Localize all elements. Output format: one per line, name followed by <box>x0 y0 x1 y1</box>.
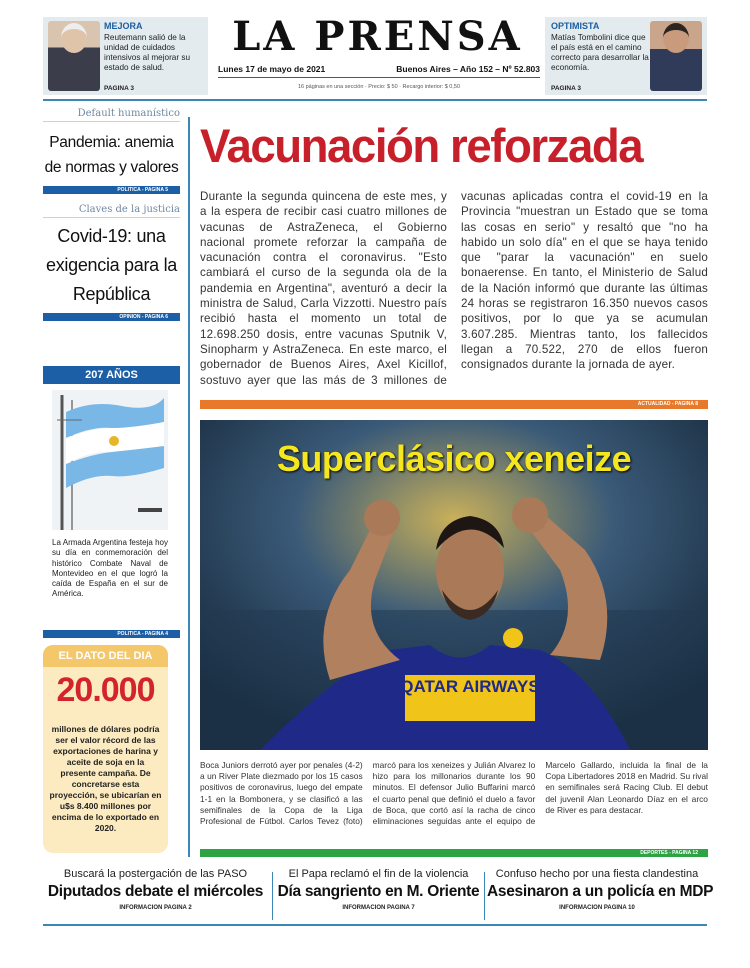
sidebar-bar-1: POLITICA - PAGINA 5 <box>43 186 180 194</box>
footer-story-1[interactable] <box>43 868 268 922</box>
ear-left-teaser[interactable] <box>43 17 208 95</box>
sidebar <box>43 108 180 321</box>
dato-header: EL DATO DEL DIA <box>43 645 168 667</box>
masthead-logo: LA PRENSA <box>232 13 523 60</box>
issue-edition: Buenos Aires – Año 152 – Nº 52.803 <box>396 64 540 74</box>
sport-headline: Superclásico xeneize <box>276 438 632 479</box>
argentina-flag-icon <box>52 390 168 530</box>
lead-body: Durante la segunda quincena de este mes, y a la espera de recibir casi cuatro millones de vacunas de AstraZeneca, el Gobierno nacional promete reforzar la campaña de vacunación contra el coronavirus. "Esto cambiará el curso de la segunda ola de la pandemia en Argentina", aventuró a decir la ministra de Salud, Carla Vizzotti. Nuestro país recibió hasta el momento un total de 12.698.250 dosis, entre vacunas Sputnik V, Sinopharm y AstraZeneca. En este marco, el gobernador de Buenos Aires, Axel Kicillof, sostuvo ayer que las más de 3 millones de vacunas aplicadas contra el covid-19 en la Provincia "muestran un Estado que se toma las cosas en serio" y resaltó que "no ha habido un solo día" en el que se haya tenido que "parar la vacunación" en suelo bonaerense. En tanto, el Ministerio de Salud de la Nación informó que durante las últimas 24 horas se registraron 16.350 nuevos casos positivos, por lo que ya se acumulan 3.607.285. Mientras tanto, los fallecidos llegan a 70.522, 270 de ellos fueron consignados durante la jornada de ayer. <box>200 190 708 387</box>
footer-kicker-2: El Papa reclamó el fin de la violencia <box>288 868 469 880</box>
anios-caption: La Armada Argentina festeja hoy su día en conmemoración del histórico Combate Naval de Montevideo en el que logró la caída de España en el sur de América. <box>52 538 168 599</box>
footer-page-1: INFORMACION PAGINA 2 <box>119 905 192 911</box>
footer-headline-2: Día sangriento en M. Oriente <box>277 883 480 900</box>
anios-header: 207 AÑOS <box>43 366 180 384</box>
footer-headline-3: Asesinaron a un policía en MDP <box>487 883 714 900</box>
footer-story-3[interactable] <box>487 868 714 922</box>
footer-kicker-1: Buscará la postergación de las PASO <box>63 868 248 880</box>
sidebar-section-1: Default humanístico <box>43 108 180 122</box>
masthead-subline: 16 páginas en una sección · Precio: $ 50 · Recargo interior: $ 0,50 <box>297 84 461 90</box>
ear-right-text: Matías Tombolini dice que el país está en el camino correcto para desarrollar la economía. <box>551 33 649 72</box>
column-divider <box>188 117 190 857</box>
dato-del-dia-box[interactable] <box>43 645 168 853</box>
footer-bottom-rule <box>43 924 707 926</box>
issue-date: Lunes 17 de mayo de 2021 <box>218 64 326 74</box>
lead-headline[interactable]: Vacunación reforzada <box>200 119 643 172</box>
ear-right-page: PAGINA 3 <box>551 85 581 92</box>
lead-section-bar: ACTUALIDAD - PAGINA 8 <box>200 400 708 409</box>
footer-page-2: INFORMACION PAGINA 7 <box>342 905 415 911</box>
dato-number: 20.000 <box>56 671 155 709</box>
sport-section-bar: DEPORTES - PAGINA 12 <box>200 849 708 857</box>
ear-left-page: PAGINA 3 <box>104 85 134 92</box>
footer-story-2[interactable] <box>276 868 481 922</box>
jersey-sponsor: QATAR AIRWAYS <box>400 677 540 696</box>
dato-text: millones de dólares podría ser el valor récord de las exportaciones de harina y aceite de soja en la presente campaña. De concretarse esta proyección, se ubicarían en u$s 8.400 millones por encima de lo exportado en 2020. <box>49 724 162 833</box>
ear-left-text: Reutemann salió de la unidad de cuidados intensivos al mejorar su estado de salud. <box>104 33 191 72</box>
footer-headline-1: Diputados debate el miércoles <box>47 883 264 900</box>
ear-left-tag: MEJORA <box>104 21 143 31</box>
sport-body: Boca Juniors derrotó ayer por penales (4-2) a un River Plate diezmado por los 15 casos positivos de coronavirus, luego del empate 1-1 en la Bombonera, y se clasificó a las semifinales de la Copa de la Liga Profesional de Fútbol. Carlos Tevez (foto) marcó para los xeneizes y Julián Alvarez lo hizo para los millonarios durante los 90 minutos. El defensor Julio Buffarini marcó el cuarto penal que definió el duelo a favor de Boca, que cortó así la racha de cinco eliminaciones seguidas ante el equipo de Marcelo Gallardo, incluida la final de la Copa Libertadores 2018 en Madrid. Su rival en semifinales será Racing Club. El debut del juvenil Alan Leonardo Díaz en el arco de River es para destacar. <box>200 760 708 827</box>
footer-divider-2 <box>484 872 485 920</box>
sidebar-bar-2: OPINION - PAGINA 6 <box>43 313 180 321</box>
masthead-dateline <box>218 64 540 78</box>
masthead-rule <box>218 77 540 78</box>
ear-right-teaser[interactable] <box>545 17 707 95</box>
reutemann-head <box>61 23 87 53</box>
ear-right-tag: OPTIMISTA <box>551 21 600 31</box>
flag-photo <box>52 390 168 530</box>
footer-divider-1 <box>272 872 273 920</box>
sport-photo[interactable] <box>200 420 708 750</box>
sidebar-headline-2[interactable]: Covid-19: una exigencia para la República <box>46 226 177 304</box>
footer-kicker-3: Confuso hecho por una fiesta clandestina <box>495 868 699 880</box>
tombolini-head <box>663 23 689 53</box>
sidebar-bar-3: POLITICA - PAGINA 4 <box>43 630 180 638</box>
footer-page-3: INFORMACION PAGINA 10 <box>559 905 635 911</box>
sidebar-section-2: Claves de la justicia <box>43 204 180 218</box>
sidebar-headline-1[interactable]: Pandemia: anemia de normas y valores <box>44 134 179 176</box>
top-divider <box>43 99 707 101</box>
